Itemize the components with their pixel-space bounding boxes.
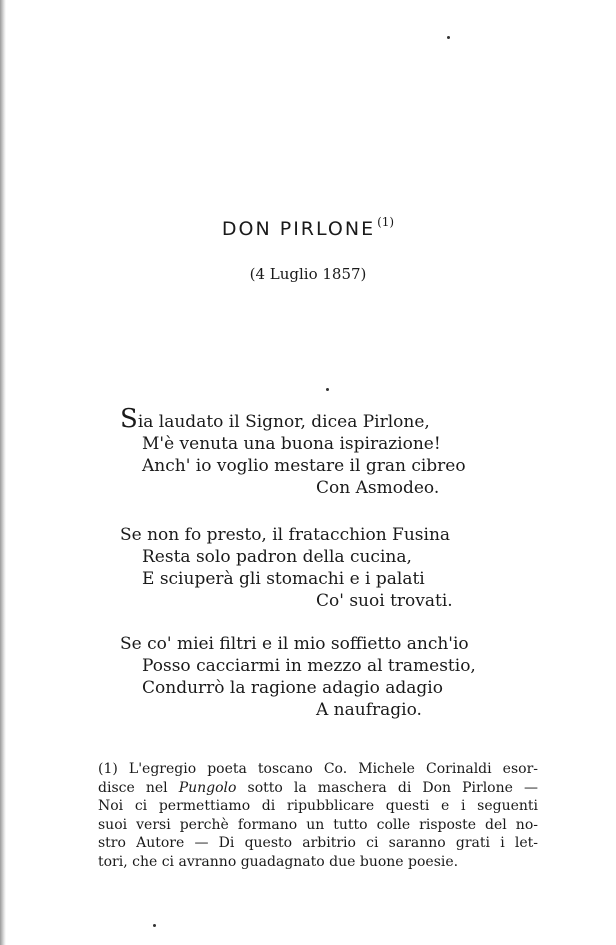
poem-title (0, 215, 616, 240)
verse-line: Posso cacciarmi in mezzo al tramestio, (142, 656, 476, 676)
print-speck (153, 924, 156, 927)
footnote-line: disce nel Pungolo sotto la maschera di Don Pirlone — (98, 779, 538, 796)
stanza-3 (120, 633, 476, 721)
stanza-2 (120, 524, 453, 612)
page-binding-edge (0, 0, 6, 945)
verse-line: Se non fo presto, il fratacchion Fusina (120, 525, 451, 545)
verse-line: Anch' io voglio mestare il gran cibreo (142, 456, 466, 476)
footnote (98, 760, 538, 871)
verse-line: A naufragio. (316, 700, 422, 720)
footnote-line: (1) L'egregio poeta toscano Co. Michele Corinaldi esor- (98, 761, 538, 777)
publication-name: Pungolo (178, 779, 237, 796)
drop-cap: S (120, 404, 138, 434)
verse-line: M'è venuta una buona ispirazione! (142, 434, 441, 454)
stanza-1 (120, 404, 466, 499)
verse-line: E sciuperà gli stomachi e i palati (142, 569, 425, 589)
footnote-line: Noi ci permettiamo di ripubblicare questi e i seguenti (98, 798, 538, 814)
verse-line: Sia laudato il Signor, dicea Pirlone, (120, 404, 430, 434)
verse-line: Resta solo padron della cucina, (142, 547, 412, 567)
poem-title-text: DON PIRLONE (221, 218, 376, 240)
verse-line: Condurrò la ragione adagio adagio (142, 678, 443, 698)
footnote-line: suoi versi perchè formano un tutto colle risposte del no- (98, 816, 538, 833)
poem-date: (4 Luglio 1857) (249, 265, 367, 283)
footnote-line: stro Autore — Di questo arbitrio ci saranno grati i let- (98, 835, 538, 851)
verse-line: Co' suoi trovati. (316, 591, 453, 611)
footnote-marker: (1) (377, 215, 395, 229)
print-speck (447, 36, 450, 39)
print-speck (326, 388, 329, 391)
verse-line: Se co' miei filtri e il mio soffietto anch'io (120, 634, 469, 654)
verse-line: Con Asmodeo. (316, 478, 440, 498)
footnote-line: tori, che ci avranno guadagnato due buone poesie. (98, 853, 459, 870)
